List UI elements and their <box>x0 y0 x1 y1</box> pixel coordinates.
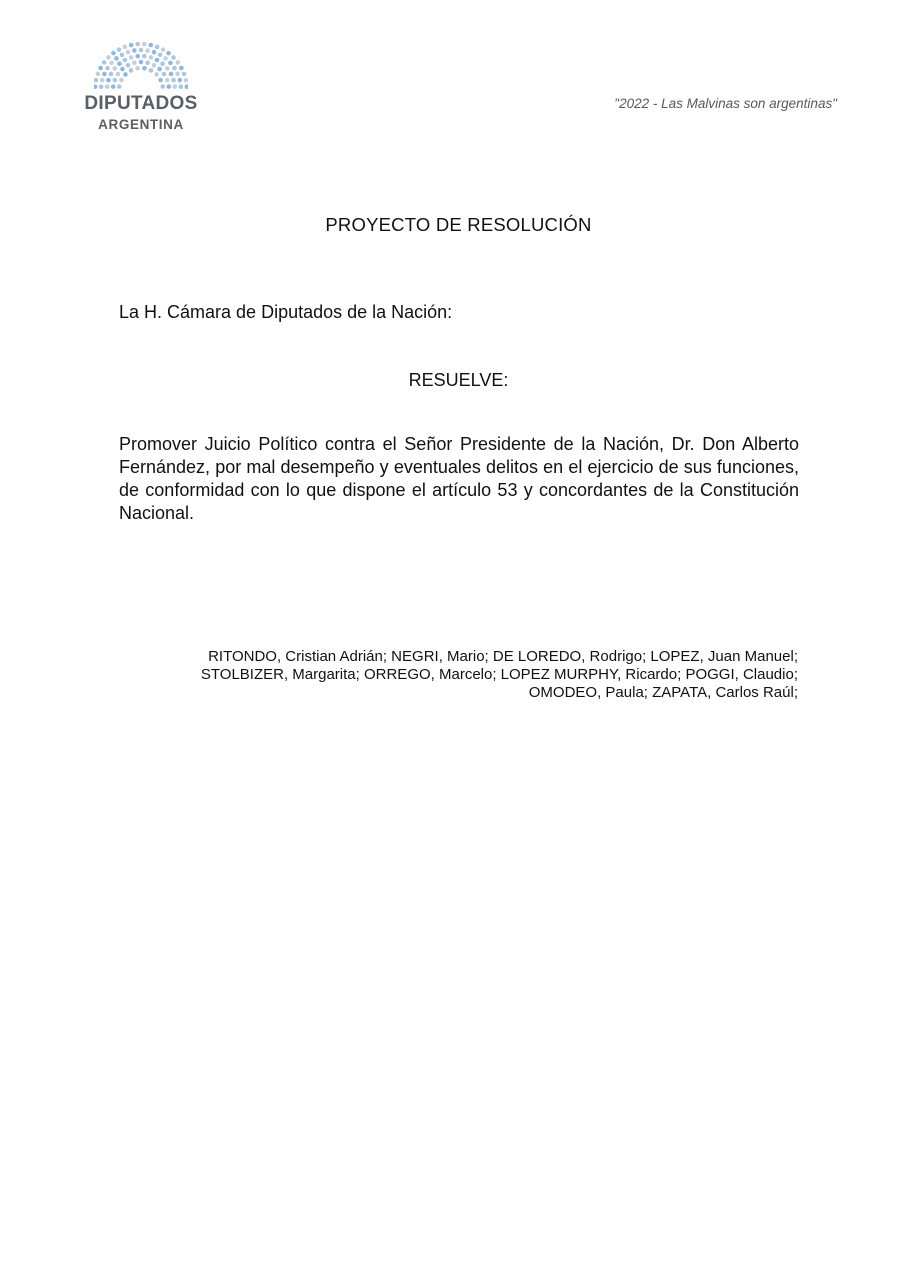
hemicycle-seat-dot <box>96 72 101 77</box>
hemicycle-seat-dot <box>100 78 105 83</box>
hemicycle-seat-dot <box>165 66 170 71</box>
hemicycle-seat-dot <box>148 43 153 48</box>
hemicycle-seat-dot <box>155 45 160 50</box>
year-motto: "2022 - Las Malvinas son argentinas" <box>614 96 837 111</box>
hemicycle-seat-dot <box>161 47 166 52</box>
hemicycle-seat-dot <box>129 55 134 60</box>
hemicycle-seat-dot <box>119 78 124 83</box>
hemicycle-seat-dot <box>94 78 98 83</box>
hemicycle-seat-dot <box>154 72 159 77</box>
resolve-heading: RESUELVE: <box>408 370 509 390</box>
hemicycle-seat-dot <box>155 58 160 63</box>
hemicycle-seat-dot <box>129 43 134 48</box>
hemicycle-seat-dot <box>129 68 134 73</box>
hemicycle-seat-dot <box>135 66 140 71</box>
hemicycle-seat-dot <box>166 51 171 56</box>
document-title: PROYECTO DE RESOLUCIÓN <box>325 214 592 235</box>
hemicycle-seat-dot <box>112 66 117 71</box>
hemicycle-seat-dot <box>149 55 154 60</box>
hemicycle-seat-dot <box>175 72 180 77</box>
hemicycle-seat-dot <box>139 60 144 65</box>
hemicycle-seat-dot <box>168 61 173 66</box>
hemicycle-seat-dot <box>123 45 128 50</box>
hemicycle-seat-dot <box>179 84 184 89</box>
diputados-logo <box>78 40 204 140</box>
hemicycle-seat-dot <box>176 60 181 65</box>
page-header <box>0 0 917 150</box>
hemicycle-seat-dot <box>182 72 187 77</box>
hemicycle-seat-dot <box>179 66 184 71</box>
hemicycle-seat-dot <box>120 53 125 58</box>
hemicycle-seat-dot <box>163 56 168 61</box>
hemicycle-seat-dot <box>171 78 176 83</box>
logo-title: DIPUTADOS <box>84 93 198 114</box>
hemicycle-seat-dot <box>145 48 150 53</box>
hemicycle-seat-dot <box>171 55 176 60</box>
hemicycle-seat-dot <box>120 67 125 72</box>
hemicycle-seat-dot <box>185 84 188 89</box>
hemicycle-seat-dot <box>139 48 144 53</box>
hemicycle-seat-dot <box>117 61 122 66</box>
hemicycle-seat-dot <box>102 60 107 65</box>
hemicycle-seat-dot <box>105 66 110 71</box>
hemicycle-seat-dot <box>152 50 157 55</box>
hemicycle-seat-dot <box>177 78 182 83</box>
hemicycle-seat-dot <box>158 78 163 83</box>
hemicycle-seat-dot <box>111 84 116 89</box>
logo-subtitle: ARGENTINA <box>98 117 184 132</box>
hemicycle-seat-dot <box>157 67 162 72</box>
hemicycle-seat-dot <box>94 84 97 89</box>
hemicycle-seat-dot <box>117 84 122 89</box>
resolution-body: Promover Juicio Político contra el Señor Presidente de la Nación, Dr. Don Alberto Fernández, por mal desempeño y eventuales delitos en el ejercicio de sus funciones, de conformidad con lo que dispone el artículo 53 y concordantes de la Constitución Nacional. <box>119 434 799 523</box>
hemicycle-seat-dot <box>106 55 111 60</box>
hemicycle-seat-dot <box>111 51 116 56</box>
hemicycle-seat-dot <box>114 56 119 61</box>
hemicycle-seat-dot <box>109 61 114 66</box>
hemicycle-seat-dot <box>102 72 107 77</box>
hemicycle-icon <box>94 40 188 92</box>
hemicycle-seat-dot <box>149 68 154 73</box>
hemicycle-seat-dot <box>123 58 128 63</box>
hemicycle-seat-dot <box>132 61 137 66</box>
hemicycle-seat-dot <box>160 61 165 66</box>
hemicycle-seat-dot <box>142 54 147 59</box>
hemicycle-seat-dot <box>160 84 165 89</box>
hemicycle-seat-dot <box>172 66 177 71</box>
hemicycle-seat-dot <box>117 47 122 52</box>
hemicycle-seat-dot <box>184 78 188 83</box>
hemicycle-seat-dot <box>135 42 140 47</box>
signatories-list: RITONDO, Cristian Adrián; NEGRI, Mario; DE LOREDO, Rodrigo; LOPEZ, Juan Manuel; STOLBIZER, Margarita; ORREGO, Marcelo; LOPEZ MURPHY, Ricardo; POGGI, Claudio; OMODEO, Paula; ZAPATA, Carlos Raúl; <box>200 648 798 701</box>
hemicycle-seat-dot <box>113 78 118 83</box>
hemicycle-seat-dot <box>99 84 104 89</box>
hemicycle-seat-dot <box>123 72 128 77</box>
hemicycle-seat-dot <box>106 78 111 83</box>
hemicycle-seat-dot <box>162 72 167 77</box>
hemicycle-seat-dot <box>135 54 140 59</box>
hemicycle-seat-dot <box>126 50 131 55</box>
hemicycle-seat-dot <box>105 84 110 89</box>
hemicycle-seat-dot <box>158 53 163 58</box>
hemicycle-seat-dot <box>169 72 174 77</box>
hemicycle-seat-dot <box>152 63 157 68</box>
hemicycle-seat-dot <box>142 42 147 47</box>
hemicycle-seat-dot <box>98 66 103 71</box>
hemicycle-seat-dot <box>109 72 114 77</box>
hemicycle-seat-dot <box>167 84 172 89</box>
addressee-line: La H. Cámara de Diputados de la Nación: <box>119 302 453 322</box>
hemicycle-seat-dot <box>116 72 121 77</box>
hemicycle-seat-dot <box>142 66 147 71</box>
hemicycle-seat-dot <box>165 78 170 83</box>
hemicycle-seat-dot <box>132 48 137 53</box>
hemicycle-seat-dot <box>145 61 150 66</box>
hemicycle-seat-dot <box>173 84 178 89</box>
hemicycle-seat-dot <box>126 63 131 68</box>
